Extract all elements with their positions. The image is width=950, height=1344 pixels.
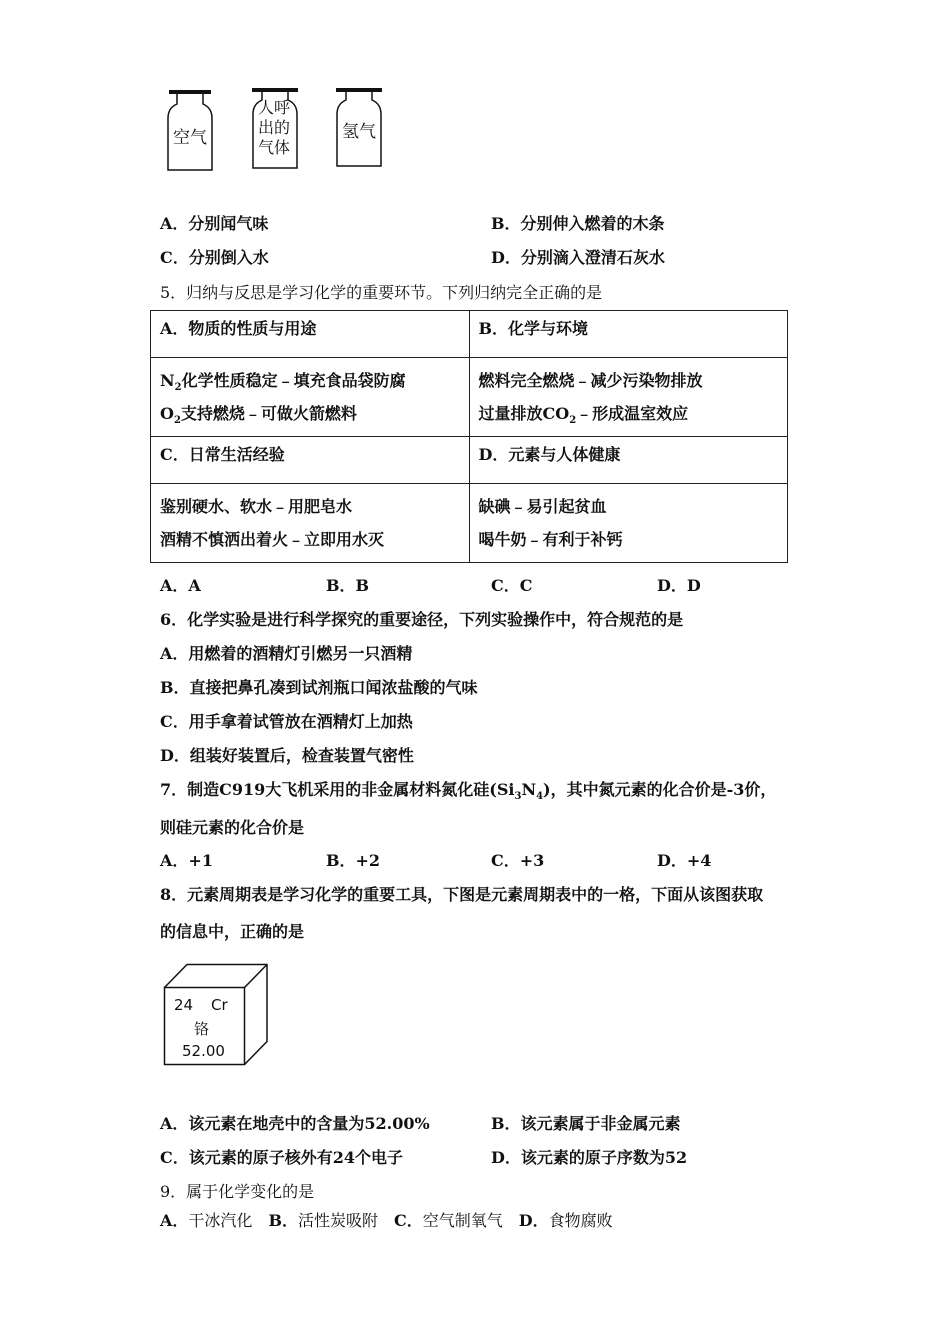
q9-option-c[interactable]: C．空气制氧气 (393, 1211, 503, 1230)
q8-stem-line2: 的信息中，正确的是 (160, 922, 305, 941)
q7-stem: 7．制造C919大飞机采用的非金属材料氮化硅$(Si_3N_4)$，其中氮元素的化合价是-3价， (160, 780, 777, 803)
q5-cell-b-head: B．化学与环境 (469, 311, 788, 358)
q5-option-b[interactable]: B．B (326, 576, 370, 595)
periodic-table-cell (163, 963, 271, 1071)
q4-option-d[interactable]: D．分别滴入澄清石灰水 (491, 248, 665, 267)
q6-option-a[interactable]: A．用燃着的酒精灯引燃另一只酒精 (160, 644, 413, 663)
q9-options (160, 1208, 613, 1231)
q5-option-a[interactable]: A．A (160, 576, 201, 595)
q7-option-b[interactable]: B．+2 (326, 851, 381, 870)
q7-option-d[interactable]: D．+4 (657, 851, 712, 870)
bottle-hydrogen (334, 86, 384, 170)
q9-option-d[interactable]: D．食物腐败 (518, 1211, 613, 1230)
q5-cell-d-head: D．元素与人体健康 (469, 437, 788, 484)
q6-option-d[interactable]: D．组装好装置后，检查装置气密性 (160, 746, 414, 765)
q6-stem: 6．化学实验是进行科学探究的重要途径，下列实验操作中，符合规范的是 (160, 610, 684, 629)
q8-option-d[interactable]: D．该元素的原子序数为52 (491, 1148, 688, 1167)
q5-cell-c-head: C．日常生活经验 (151, 437, 470, 484)
bottle-air (165, 88, 215, 172)
q8-option-c[interactable]: C．该元素的原子核外有24个电子 (160, 1148, 404, 1167)
q7-option-a[interactable]: A．+1 (160, 851, 213, 870)
element-symbol: Cr (211, 996, 228, 1014)
bottle-exhaled-gas (250, 86, 300, 170)
q6-option-b[interactable]: B．直接把鼻孔凑到试剂瓶口闻浓盐酸的气味 (160, 678, 478, 697)
q5-option-c[interactable]: C．C (491, 576, 533, 595)
q6-option-c[interactable]: C．用手拿着试管放在酒精灯上加热 (160, 712, 413, 731)
bottle-label: 人呼 出的 气体 (257, 98, 290, 157)
q4-option-c[interactable]: C．分别倒入水 (160, 248, 269, 267)
q5-cell-d-body: 缺碘﹣易引起贫血 喝牛奶﹣有利于补钙 (469, 484, 788, 563)
q9-option-b[interactable]: B．活性炭吸附 (268, 1211, 378, 1230)
q4-option-a[interactable]: A．分别闻气味 (160, 214, 269, 233)
element-name: 铬 (194, 1020, 210, 1038)
q5-table (150, 310, 788, 563)
q5-cell-c-body: 鉴别硬水、软水﹣用肥皂水 酒精不慎洒出着火﹣立即用水灭 (151, 484, 470, 563)
q7-option-c[interactable]: C．+3 (491, 851, 545, 870)
q5-cell-a-head: A．物质的性质与用途 (151, 311, 470, 358)
q5-cell-a-body: $N_2$化学性质稳定﹣填充食品袋防腐 $O_2$支持燃烧﹣可做火箭燃料 (151, 358, 470, 437)
q8-stem: 8．元素周期表是学习化学的重要工具，下图是元素周期表中的一格，下面从该图获取 (160, 885, 764, 904)
atomic-mass: 52.00 (182, 1042, 225, 1060)
atomic-number: 24 (174, 996, 194, 1014)
q7-stem-line2: 则硅元素的化合价是 (160, 818, 305, 837)
q5-stem: 5．归纳与反思是学习化学的重要环节。下列归纳完全正确的是 (160, 283, 603, 302)
q8-option-b[interactable]: B．该元素属于非金属元素 (491, 1114, 681, 1133)
q9-option-a[interactable]: A．干冰汽化 (160, 1211, 253, 1230)
q5-option-d[interactable]: D．D (657, 576, 701, 595)
q9-stem: 9．属于化学变化的是 (160, 1182, 315, 1201)
bottle-label: 氢气 (342, 122, 376, 142)
q8-option-a[interactable]: A．该元素在地壳中的含量为52.00% (160, 1114, 430, 1133)
bottle-label: 空气 (173, 128, 207, 148)
q5-cell-b-body: 燃料完全燃烧﹣减少污染物排放 过量排放$CO_2﹣$形成温室效应 (469, 358, 788, 437)
q4-option-b[interactable]: B．分别伸入燃着的木条 (491, 214, 665, 233)
